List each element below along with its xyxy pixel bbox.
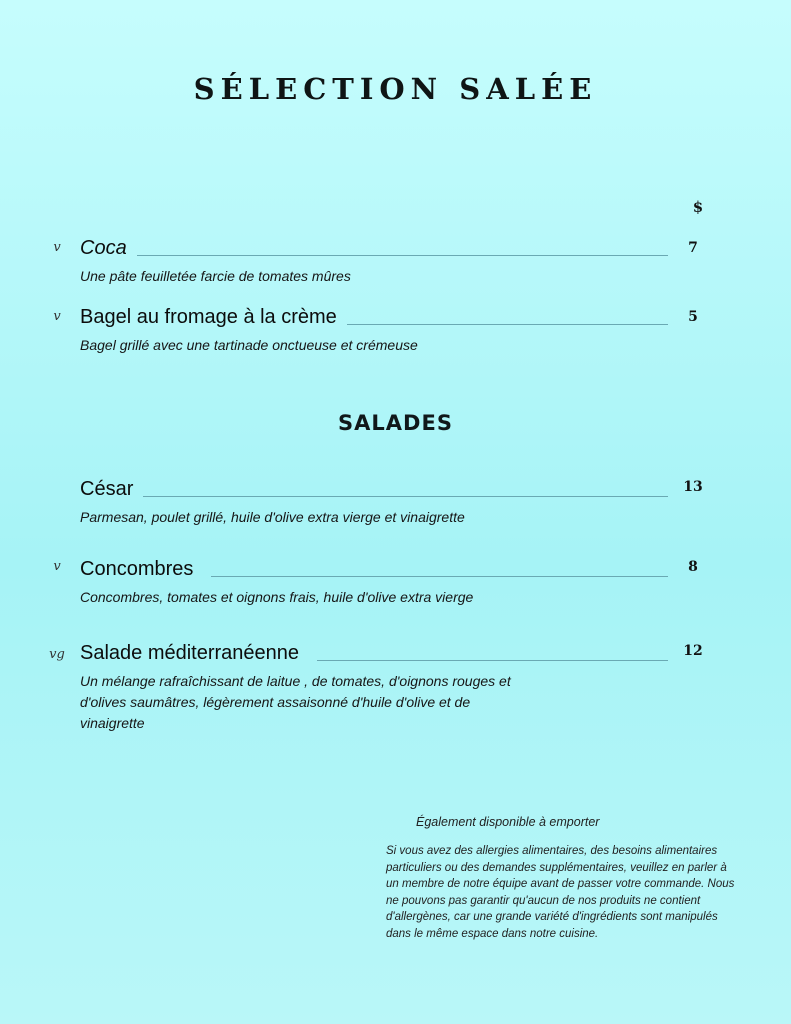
item-description: Bagel grillé avec une tartinade onctueuse et crémeuse bbox=[80, 337, 418, 353]
diet-marker-vegan: vg bbox=[49, 647, 65, 662]
item-description: Une pâte feuilletée farcie de tomates mûres bbox=[80, 268, 351, 284]
item-description: Parmesan, poulet grillé, huile d'olive extra vierge et vinaigrette bbox=[80, 509, 465, 525]
section-heading-salads: SALADES bbox=[338, 411, 453, 435]
dotted-leader bbox=[143, 496, 668, 497]
item-price: 5 bbox=[688, 309, 698, 325]
item-name: Concombres bbox=[80, 557, 194, 580]
menu-title: SÉLECTION SALÉE bbox=[193, 72, 598, 106]
diet-marker-vegetarian: v bbox=[53, 309, 61, 324]
allergy-notice: Si vous avez des allergies alimentaires, des besoins alimentaires particuliers ou des demandes supplémentaires, veuillez en parler à un membre de notre équipe avant de passer votre commande. Nous ne pouvons pas garantir qu'aucun de nos produits ne contient d'allergènes, car une grande variété d'ingrédients sont manipulés dans le même espace dans notre cuisine. bbox=[386, 845, 735, 940]
diet-marker-vegetarian: v bbox=[53, 240, 61, 255]
item-name: Bagel au fromage à la crème bbox=[80, 305, 337, 328]
item-description: Concombres, tomates et oignons frais, huile d'olive extra vierge bbox=[80, 589, 474, 605]
item-name: Coca bbox=[80, 236, 127, 259]
dotted-leader bbox=[211, 576, 668, 577]
item-name: César bbox=[80, 477, 134, 500]
takeaway-note: Également disponible à emporter bbox=[416, 815, 600, 829]
dotted-leader bbox=[347, 324, 668, 325]
item-name: Salade méditerranéenne bbox=[80, 641, 300, 664]
item-price: 13 bbox=[683, 479, 703, 495]
currency-label: $ bbox=[692, 198, 704, 216]
dotted-leader bbox=[137, 255, 668, 256]
dotted-leader bbox=[317, 660, 668, 661]
item-price: 12 bbox=[683, 643, 703, 659]
diet-marker-vegetarian: v bbox=[53, 559, 61, 574]
item-price: 8 bbox=[688, 559, 698, 575]
item-description: Un mélange rafraîchissant de laitue , de tomates, d'oignons rouges et d'olives saumâtres, légèrement assaisonné d'huile d'olive et de vinaigrette bbox=[80, 673, 511, 731]
item-price: 7 bbox=[688, 240, 698, 256]
